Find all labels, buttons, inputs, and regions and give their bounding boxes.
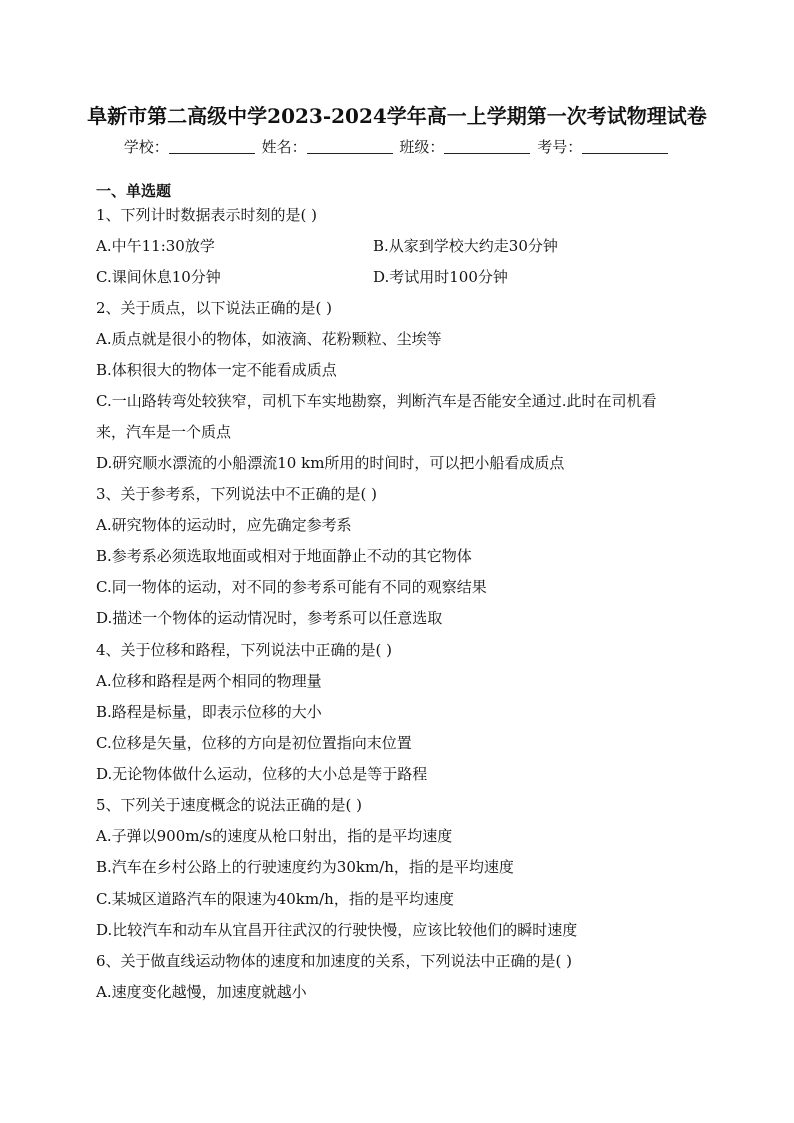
question-4-option-b: B.路程是标量，即表示位移的大小 (96, 703, 322, 721)
question-1-option-a: A.中午11:30放学 (96, 237, 215, 255)
question-6-stem: 6、关于做直线运动物体的速度和加速度的关系，下列说法中正确的是( ) (96, 952, 573, 970)
number-label: 考号： (537, 138, 583, 156)
name-label: 姓名： (261, 138, 307, 156)
student-info-line (0, 136, 794, 157)
question-6-option-a: A.速度变化越慢，加速度就越小 (96, 983, 307, 1001)
question-4-stem: 4、关于位移和路程，下列说法中正确的是( ) (96, 641, 393, 659)
school-blank[interactable] (169, 139, 255, 154)
question-5-option-d: D.比较汽车和动车从宜昌开往武汉的行驶快慢，应该比较他们的瞬时速度 (96, 921, 578, 939)
question-4-option-a: A.位移和路程是两个相同的物理量 (96, 672, 322, 690)
number-blank[interactable] (582, 139, 668, 154)
school-label: 学校： (123, 138, 169, 156)
question-3-stem: 3、关于参考系，下列说法中不正确的是( ) (96, 485, 378, 503)
question-5-option-a: A.子弹以900m/s的速度从枪口射出，指的是平均速度 (96, 827, 453, 845)
question-2-option-d: D.研究顺水漂流的小船漂流10 km所用的时间时，可以把小船看成质点 (96, 454, 565, 472)
question-3-option-d: D.描述一个物体的运动情况时，参考系可以任意选取 (96, 609, 443, 627)
question-3-option-a: A.研究物体的运动时，应先确定参考系 (96, 516, 352, 534)
question-5-option-c: C.某城区道路汽车的限速为40km/h，指的是平均速度 (96, 890, 454, 908)
question-1-option-b: B.从家到学校大约走30分钟 (373, 237, 558, 255)
question-4-option-d: D.无论物体做什么运动，位移的大小总是等于路程 (96, 765, 428, 783)
question-1-option-c: C.课间休息10分钟 (96, 268, 221, 286)
name-blank[interactable] (307, 139, 393, 154)
question-1-option-d: D.考试用时100分钟 (373, 268, 508, 286)
question-5-stem: 5、下列关于速度概念的说法正确的是( ) (96, 796, 363, 814)
question-3-option-b: B.参考系必须选取地面或相对于地面静止不动的其它物体 (96, 547, 472, 565)
class-label: 班级： (399, 138, 445, 156)
exam-title: 阜新市第二高级中学2023-2024学年高一上学期第一次考试物理试卷 (87, 104, 707, 128)
question-5-option-b: B.汽车在乡村公路上的行驶速度约为30km/h，指的是平均速度 (96, 858, 514, 876)
question-2-stem: 2、关于质点，以下说法正确的是( ) (96, 299, 333, 317)
question-1-stem: 1、下列计时数据表示时刻的是( ) (96, 206, 318, 224)
question-2-option-c-line2: 来，汽车是一个质点 (96, 423, 232, 441)
question-3-option-c: C.同一物体的运动，对不同的参考系可能有不同的观察结果 (96, 578, 487, 596)
section-title: 一、单选题 (96, 182, 172, 200)
question-2-option-b: B.体积很大的物体一定不能看成质点 (96, 361, 337, 379)
question-2-option-c-line1: C.一山路转弯处较狭窄，司机下车实地勘察，判断汽车是否能安全通过.此时在司机看 (96, 392, 657, 410)
question-2-option-a: A.质点就是很小的物体，如液滴、花粉颗粒、尘埃等 (96, 330, 442, 348)
class-blank[interactable] (444, 139, 530, 154)
question-4-option-c: C.位移是矢量，位移的方向是初位置指向末位置 (96, 734, 412, 752)
